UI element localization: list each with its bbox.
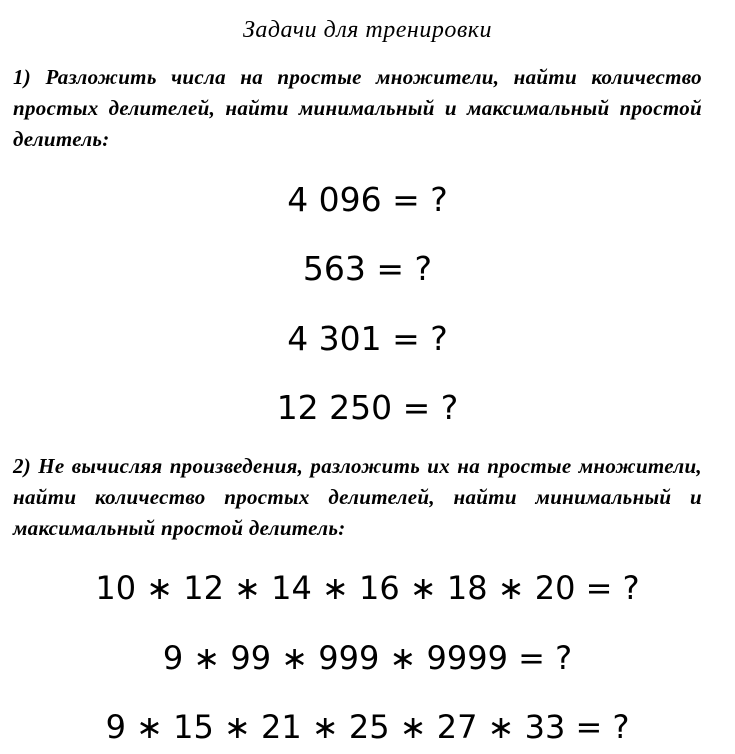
task-1-formula-4: 12 250 = ? <box>276 388 459 427</box>
task-1-formula-1: 4 096 = ? <box>287 180 448 219</box>
task-1-statement: 1) Разложить числа на простые множители, найти количество простых делителей, найти минимальный и максимальный простой делитель: <box>13 65 702 151</box>
task-2-formula-3: 9 ∗ 15 ∗ 21 ∗ 25 ∗ 27 ∗ 33 = ? <box>105 708 630 746</box>
task-2-formula-2: 9 ∗ 99 ∗ 999 ∗ 9999 = ? <box>162 639 573 677</box>
task-2-statement: 2) Не вычисляя произведения, разложить их на простые множители, найти количество простых делителей, найти минимальный и максимальный простой делитель: <box>13 454 702 540</box>
task-1-formula-2: 563 = ? <box>302 249 433 288</box>
page-title: Задачи для тренировки <box>243 17 492 43</box>
task-2-formula-1: 10 ∗ 12 ∗ 14 ∗ 16 ∗ 18 ∗ 20 = ? <box>95 569 640 607</box>
task-1-formula-3: 4 301 = ? <box>287 319 448 358</box>
